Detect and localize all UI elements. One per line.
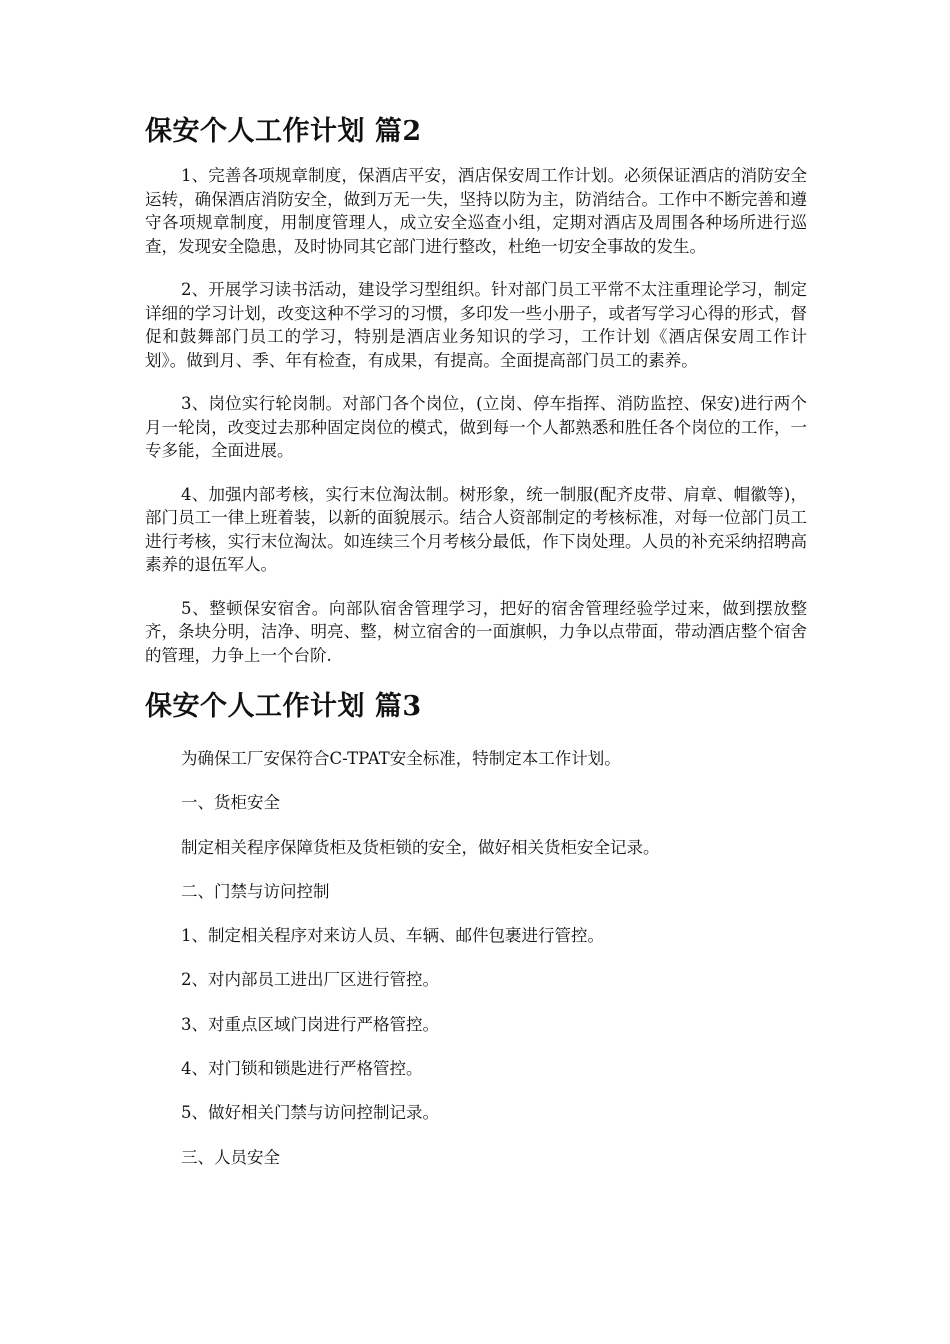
paragraph-item-5: 5、整顿保安宿舍。向部队宿舍管理学习，把好的宿舍管理经验学过来，做到摆放整齐，条块分明，洁净、明亮、整，树立宿舍的一面旗帜，力争以点带面，带动酒店整个宿舍的管理，力争上一个台阶.	[145, 598, 807, 665]
heading-container-security: 一、货柜安全	[181, 793, 280, 813]
access-control-item-4: 4、对门锁和锁匙进行严格管控。	[181, 1059, 423, 1079]
paragraph-item-2: 2、开展学习读书活动，建设学习型组织。针对部门员工平常不太注重理论学习，制定详细的学习计划，改变这种不学习的习惯，多印发一些小册子，或者写学习心得的形式，督促和鼓舞部门员工的学习，特别是酒店业务知识的学习，工作计划《酒店保安周工作计划》。做到月、季、年有检查，有成果，有提高。全面提高部门员工的素养。	[145, 280, 807, 370]
access-control-item-2: 2、对内部员工进出厂区进行管控。	[181, 970, 439, 990]
paragraph-item-3: 3、岗位实行轮岗制。对部门各个岗位，(立岗、停车指挥、消防监控、保安)进行两个月一轮岗，改变过去那种固定岗位的模式，做到每一个人都熟悉和胜任各个岗位的工作，一专多能，全面进展。	[145, 394, 807, 460]
paragraph-item-1: 1、完善各项规章制度，保酒店平安，酒店保安周工作计划。必须保证酒店的消防安全运转，确保酒店消防安全，做到万无一失，坚持以防为主，防消结合。工作中不断完善和遵守各项规章制度，用制度管理人，成立安全巡查小组，定期对酒店及周围各种场所进行巡查，发现安全隐患，及时协同其它部门进行整改，杜绝一切安全事故的发生。	[145, 166, 807, 256]
heading-personnel-security: 三、人员安全	[181, 1147, 280, 1167]
section-plan-2	[145, 112, 807, 667]
section-title-2: 保安个人工作计划 篇2	[145, 116, 422, 147]
section-title-3: 保安个人工作计划 篇3	[145, 691, 422, 722]
document-content	[145, 112, 807, 1190]
access-control-item-5: 5、做好相关门禁与访问控制记录。	[181, 1103, 439, 1123]
access-control-item-1: 1、制定相关程序对来访人员、车辆、邮件包裹进行管控。	[181, 926, 604, 946]
heading-access-control: 二、门禁与访问控制	[181, 881, 330, 901]
section-plan-3	[145, 687, 807, 1169]
paragraph-item-4: 4、加强内部考核，实行末位淘汰制。树形象，统一制服(配齐皮带、肩章、帽徽等)，部门员工一律上班着装，以新的面貌展示。结合人资部制定的考核标准，对每一位部门员工进行考核，实行末位淘汰。如连续三个月考核分最低，作下岗处理。人员的补充采纳招聘高素养的退伍军人。	[145, 484, 807, 574]
intro-line: 为确保工厂安保符合C-TPAT安全标准，特制定本工作计划。	[181, 749, 621, 768]
access-control-item-3: 3、对重点区域门岗进行严格管控。	[181, 1014, 439, 1034]
container-security-text: 制定相关程序保障货柜及货柜锁的安全，做好相关货柜安全记录。	[181, 837, 660, 857]
